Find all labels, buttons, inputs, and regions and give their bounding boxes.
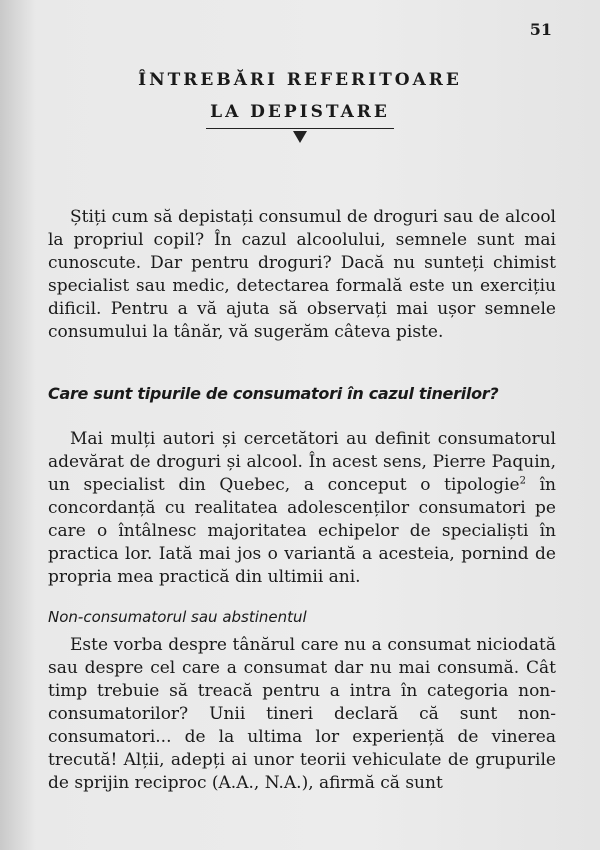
consumer-types-paragraph (48, 428, 556, 589)
consumer-types-text-start: Mai mulți autori și cercetători au definit consumatorul adevărat de droguri și alcool. În acest sens, Pierre Paquin, un specialist din Quebec, a conceput o tipologie (48, 429, 556, 495)
footnote-reference[interactable]: 2 (519, 475, 526, 487)
chapter-title (0, 70, 600, 143)
intro-paragraph: Știți cum să depistați consumul de droguri sau de alcool la propriul copil? În cazul alcoolului, semnele sunt mai cunoscute. Dar pentru droguri? Dacă nu sunteți chimist specialist sau medic, detectarea formală este un exercițiu dificil. Pentru a vă ajuta să observați mai ușor semnele consumului la tânăr, vă sugerăm câteva piste. (48, 207, 556, 342)
non-consumer-paragraph: Este vorba despre tânărul care nu a consumat niciodată sau despre cel care a consumat dar nu mai consumă. Cât timp trebuie să treacă pentru a intra în categoria non-consumatorilor? Unii tineri declară că sunt non-consumatori... de la ultima lor experiență de vinerea trecută! Alții, adepți ai unor teorii vehiculate de grupurile de sprijin reciproc (A.A., N.A.), afirmă că sunt (48, 635, 556, 793)
title-ornament-arrow-icon (293, 131, 307, 143)
chapter-title-line2: LA DEPISTARE (206, 102, 394, 129)
chapter-title-line1: ÎNTREBĂRI REFERITOARE (138, 70, 462, 90)
consumer-types-text-end: în concordanță cu realitatea adolescenților consumatori pe care o întâlnesc majoritatea echipelor de specialiști în practica lor. Iată mai jos o variantă a acesteia, pornind de propria mea practică din ultimii ani. (48, 475, 556, 587)
section-heading-consumer-types: Care sunt tipurile de consumatori în cazul tinerilor? (48, 384, 499, 403)
page-number: 51 (529, 20, 552, 39)
section-heading-non-consumer: Non-consumatorul sau abstinentul (48, 608, 307, 626)
